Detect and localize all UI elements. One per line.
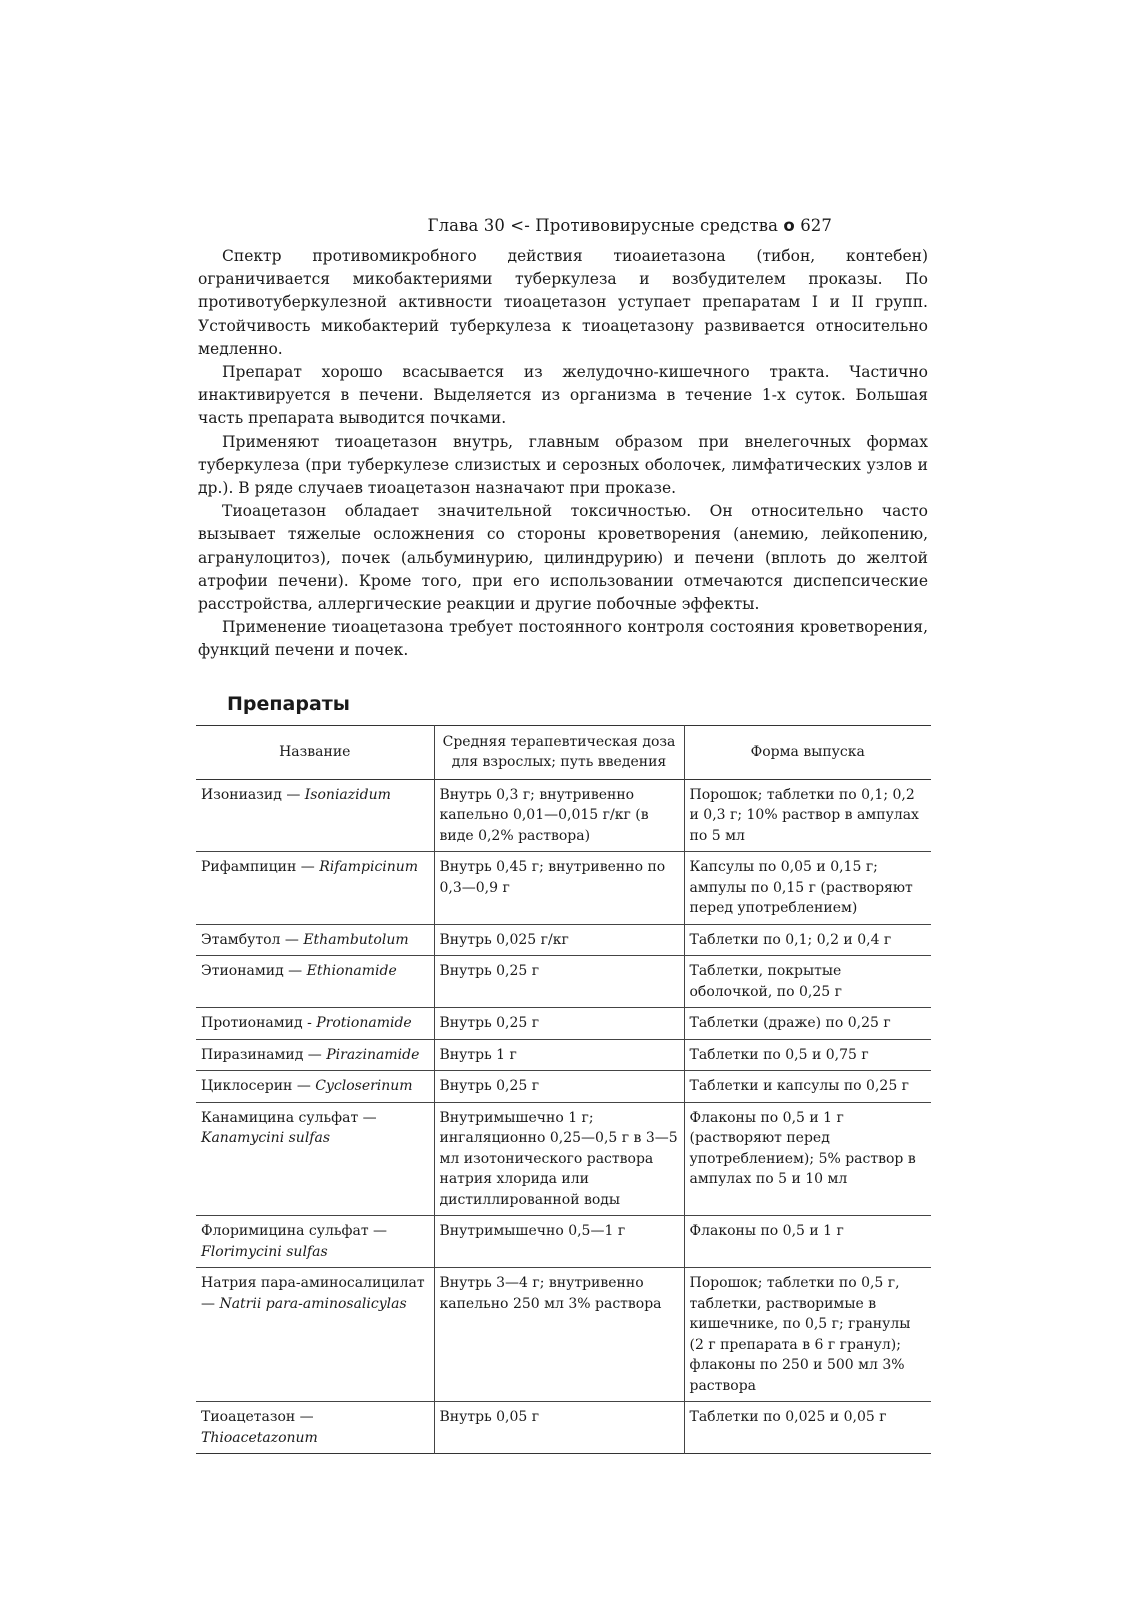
dose-cell: Внутрь 0,45 г; внутривенно по 0,3—0,9 г xyxy=(434,852,684,925)
table-row xyxy=(196,1008,931,1040)
column-header-name: Название xyxy=(279,743,351,760)
drugs-table xyxy=(196,725,931,1455)
form-cell: Порошок; таблетки по 0,1; 0,2 и 0,3 г; 10% раствор в ампулах по 5 мл xyxy=(684,779,931,852)
form-cell: Таблетки, покрытые оболочкой, по 0,25 г xyxy=(684,956,931,1008)
form-cell: Порошок; таблетки по 0,5 г, таблетки, растворимые в кишечнике, по 0,5 г; гранулы (2 г препарата в 6 г гранул); флаконы по 250 и 500 мл 3% раствора xyxy=(684,1268,931,1402)
table-header-row xyxy=(196,725,931,779)
section-heading: Препараты xyxy=(227,692,350,715)
document-page xyxy=(198,216,928,1454)
drug-name-cell xyxy=(196,1008,434,1040)
paragraph: Применение тиоацетазона требует постоянного контроля состояния кроветворения, функций печени и почек. xyxy=(198,618,928,660)
table-row xyxy=(196,924,931,956)
form-cell: Таблетки по 0,1; 0,2 и 0,4 г xyxy=(684,924,931,956)
drug-name: Пиразинамид — xyxy=(201,1046,327,1063)
dose-cell: Внутрь 0,25 г xyxy=(434,956,684,1008)
table-row xyxy=(196,1402,931,1454)
drug-name-cell xyxy=(196,1402,434,1454)
table-row xyxy=(196,1039,931,1071)
dose-cell: Внутримышечно 0,5—1 г xyxy=(434,1216,684,1268)
table-row xyxy=(196,956,931,1008)
drug-name: Тиоацетазон — xyxy=(201,1409,314,1426)
drug-latin-name: Ethionamide xyxy=(306,963,397,980)
dose-cell: Внутрь 0,3 г; внутривенно капельно 0,01—0,015 г/кг (в виде 0,2% раствора) xyxy=(434,779,684,852)
drug-latin-name: Pirazinamide xyxy=(326,1046,420,1063)
table-row xyxy=(196,1102,931,1216)
drug-name-cell xyxy=(196,1216,434,1268)
paragraph: Применяют тиоацетазон внутрь, главным образом при внелегочных формах туберкулеза (при туберкулезе слизистых и серозных оболочек, лимфатических узлов и др.). В ряде случаев тиоацетазон назначают при проказе. xyxy=(198,432,928,498)
table-row xyxy=(196,779,931,852)
chapter-title: Глава 30 <- Противовирусные средства xyxy=(427,216,779,235)
dose-cell: Внутримышечно 1 г; ингаляционно 0,25—0,5 г в 3—5 мл изотонического раствора натрия хлорида или дистиллированной воды xyxy=(434,1102,684,1216)
drug-name-cell xyxy=(196,1039,434,1071)
drug-name-cell xyxy=(196,1102,434,1216)
table-row xyxy=(196,1216,931,1268)
drug-latin-name: Florimycini sulfas xyxy=(201,1243,328,1260)
form-cell: Флаконы по 0,5 и 1 г (растворяют перед употреблением); 5% раствор в ампулах по 5 и 10 мл xyxy=(684,1102,931,1216)
drug-latin-name: Isoniazidum xyxy=(304,786,391,803)
drug-name-cell xyxy=(196,852,434,925)
drug-name: Рифампицин — xyxy=(201,859,320,876)
drug-latin-name: Rifampicinum xyxy=(319,859,419,876)
column-header-dose: Средняя терапевтическая доза для взрослых; путь введения xyxy=(434,725,684,779)
form-cell: Флаконы по 0,5 и 1 г xyxy=(684,1216,931,1268)
paragraph: Спектр противомикробного действия тиоаиетазона (тибон, контебен) ограничивается микобактериями туберкулеза и возбудителем проказы. По противотуберкулезной активности тиоацетазон уступает препаратам I и II групп. Устойчивость микобактерий туберкулеза к тиоацетазону развивается относительно медленно. xyxy=(198,247,928,358)
drug-name: Канамицина сульфат — xyxy=(201,1109,377,1126)
drug-name-cell xyxy=(196,924,434,956)
header-separator: o xyxy=(783,216,795,235)
drug-name: Изониазид — xyxy=(201,786,305,803)
form-cell: Таблетки по 0,5 и 0,75 г xyxy=(684,1039,931,1071)
form-cell: Таблетки (драже) по 0,25 г xyxy=(684,1008,931,1040)
page-number: 627 xyxy=(800,216,832,235)
drug-name-cell xyxy=(196,1071,434,1103)
dose-cell: Внутрь 0,025 г/кг xyxy=(434,924,684,956)
drug-name-cell xyxy=(196,956,434,1008)
dose-cell: Внутрь 1 г xyxy=(434,1039,684,1071)
drug-latin-name: Protionamide xyxy=(316,1015,412,1032)
drug-name: Протионамид - xyxy=(201,1015,317,1032)
paragraph: Препарат хорошо всасывается из желудочно-кишечного тракта. Частично инактивируется в печени. Выделяется из организма в течение 1-х суток. Большая часть препарата выводится почками. xyxy=(198,363,928,428)
form-cell: Таблетки и капсулы по 0,25 г xyxy=(684,1071,931,1103)
body-text xyxy=(198,245,928,663)
column-header-form: Форма выпуска xyxy=(684,725,931,779)
dose-cell: Внутрь 0,05 г xyxy=(434,1402,684,1454)
dose-cell: Внутрь 3—4 г; внутривенно капельно 250 мл 3% раствора xyxy=(434,1268,684,1402)
drug-latin-name: Thioacetazonum xyxy=(201,1429,318,1446)
table-row xyxy=(196,1268,931,1402)
form-cell: Капсулы по 0,05 и 0,15 г; ампулы по 0,15 г (растворяют перед употреблением) xyxy=(684,852,931,925)
drug-name: Этамбутол — xyxy=(201,931,304,948)
drug-latin-name: Cycloserinum xyxy=(315,1078,413,1095)
table-row xyxy=(196,1071,931,1103)
table-row xyxy=(196,852,931,925)
dose-cell: Внутрь 0,25 г xyxy=(434,1071,684,1103)
dose-cell: Внутрь 0,25 г xyxy=(434,1008,684,1040)
paragraph: Тиоацетазон обладает значительной токсичностью. Он относительно часто вызывает тяжелые осложнения со стороны кроветворения (анемию, лейкопению, агранулоцитоз), почек (альбуминурию, цилиндрурию) и печени (вплоть до желтой атрофии печени). Кроме того, при его использовании отмечаются диспепсические расстройства, аллергические реакции и другие побочные эффекты. xyxy=(198,502,928,614)
drug-name: Этионамид — xyxy=(201,963,307,980)
drug-name-cell xyxy=(196,779,434,852)
drug-latin-name: Natrii para-aminosalicylas xyxy=(219,1295,407,1312)
drug-name: Циклосерин — xyxy=(201,1078,316,1095)
drug-latin-name: Kanamycini sulfas xyxy=(201,1130,331,1147)
drug-latin-name: Ethambutolum xyxy=(303,931,409,948)
drug-name: Флоримицина сульфат — xyxy=(201,1223,388,1240)
running-header xyxy=(198,216,832,235)
drug-name: Натрия пара-аминосалицилат — xyxy=(201,1275,425,1312)
drug-name-cell xyxy=(196,1268,434,1402)
form-cell: Таблетки по 0,025 и 0,05 г xyxy=(684,1402,931,1454)
